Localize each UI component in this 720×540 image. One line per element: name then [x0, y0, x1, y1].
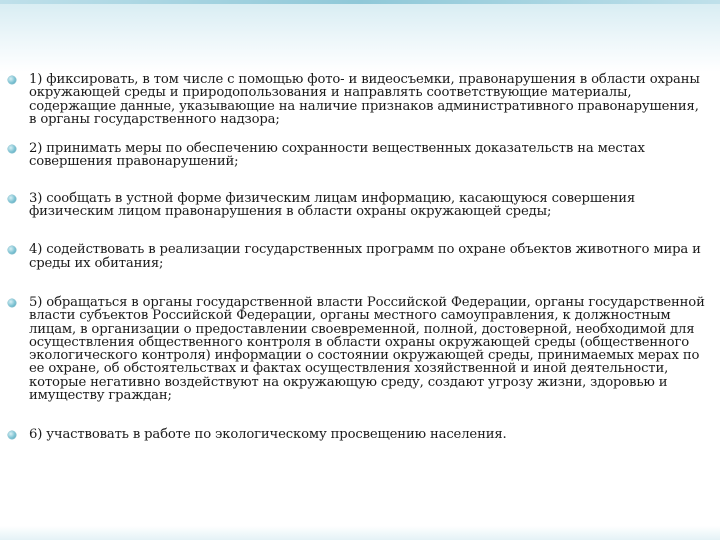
list-item-4 [0, 243, 710, 270]
bullet-icon [8, 431, 16, 439]
list-item-text: 2) принимать меры по обеспечению сохранности вещественных доказательств на местах совершения правонарушений; [29, 141, 645, 170]
top-decorative-rule [0, 0, 720, 4]
bottom-decorative-shade [0, 526, 720, 540]
bullet-icon [8, 299, 16, 307]
list-item-text: 5) обращаться в органы государственной власти Российской Федерации, органы государственной власти субъектов Российской Федерации, органы местного самоуправления, к должностным лицам, в организации о предоставлении своевременной, полной, достоверной, необходимой для осуществления общественного контроля в области охраны окружающей среды (общественного экологического контроля) информации о состоянии окружающей среды, принимаемых мерах по ее охране, об обстоятельствах и фактах осуществления хозяйственной и иной деятельности, которые негативно воздействуют на окружающую среду, создают угрозу жизни, здоровью и имуществу граждан; [29, 294, 705, 404]
bullet-icon [8, 145, 16, 153]
bullet-icon [8, 195, 16, 203]
list-item-2 [0, 142, 710, 169]
bullet-icon [8, 76, 16, 84]
list-item-text: 6) участвовать в работе по экологическому просвещению населения. [29, 427, 507, 443]
list-item-text: 3) сообщать в устной форме физическим лицам информацию, касающуюся совершения физическим лицом правонарушения в области охраны окружающей среды; [29, 190, 636, 220]
list-item-6 [0, 428, 710, 441]
list-item-5 [0, 296, 710, 402]
list-item-text: 1) фиксировать, в том числе с помощью фото- и видеосъемки, правонарушения в области охраны окружающей среды и природопользования и направлять соответствующие материалы, содержащие данные, указывающие на наличие признаков административного правонарушения, в органы государственного надзора; [29, 72, 700, 127]
bullet-list [0, 73, 710, 442]
list-item-text: 4) содействовать в реализации государственных программ по охране объектов животного мира и среды их обитания; [29, 242, 701, 271]
list-item-1 [0, 73, 710, 126]
list-item-3 [0, 192, 710, 219]
bullet-icon [8, 246, 16, 254]
